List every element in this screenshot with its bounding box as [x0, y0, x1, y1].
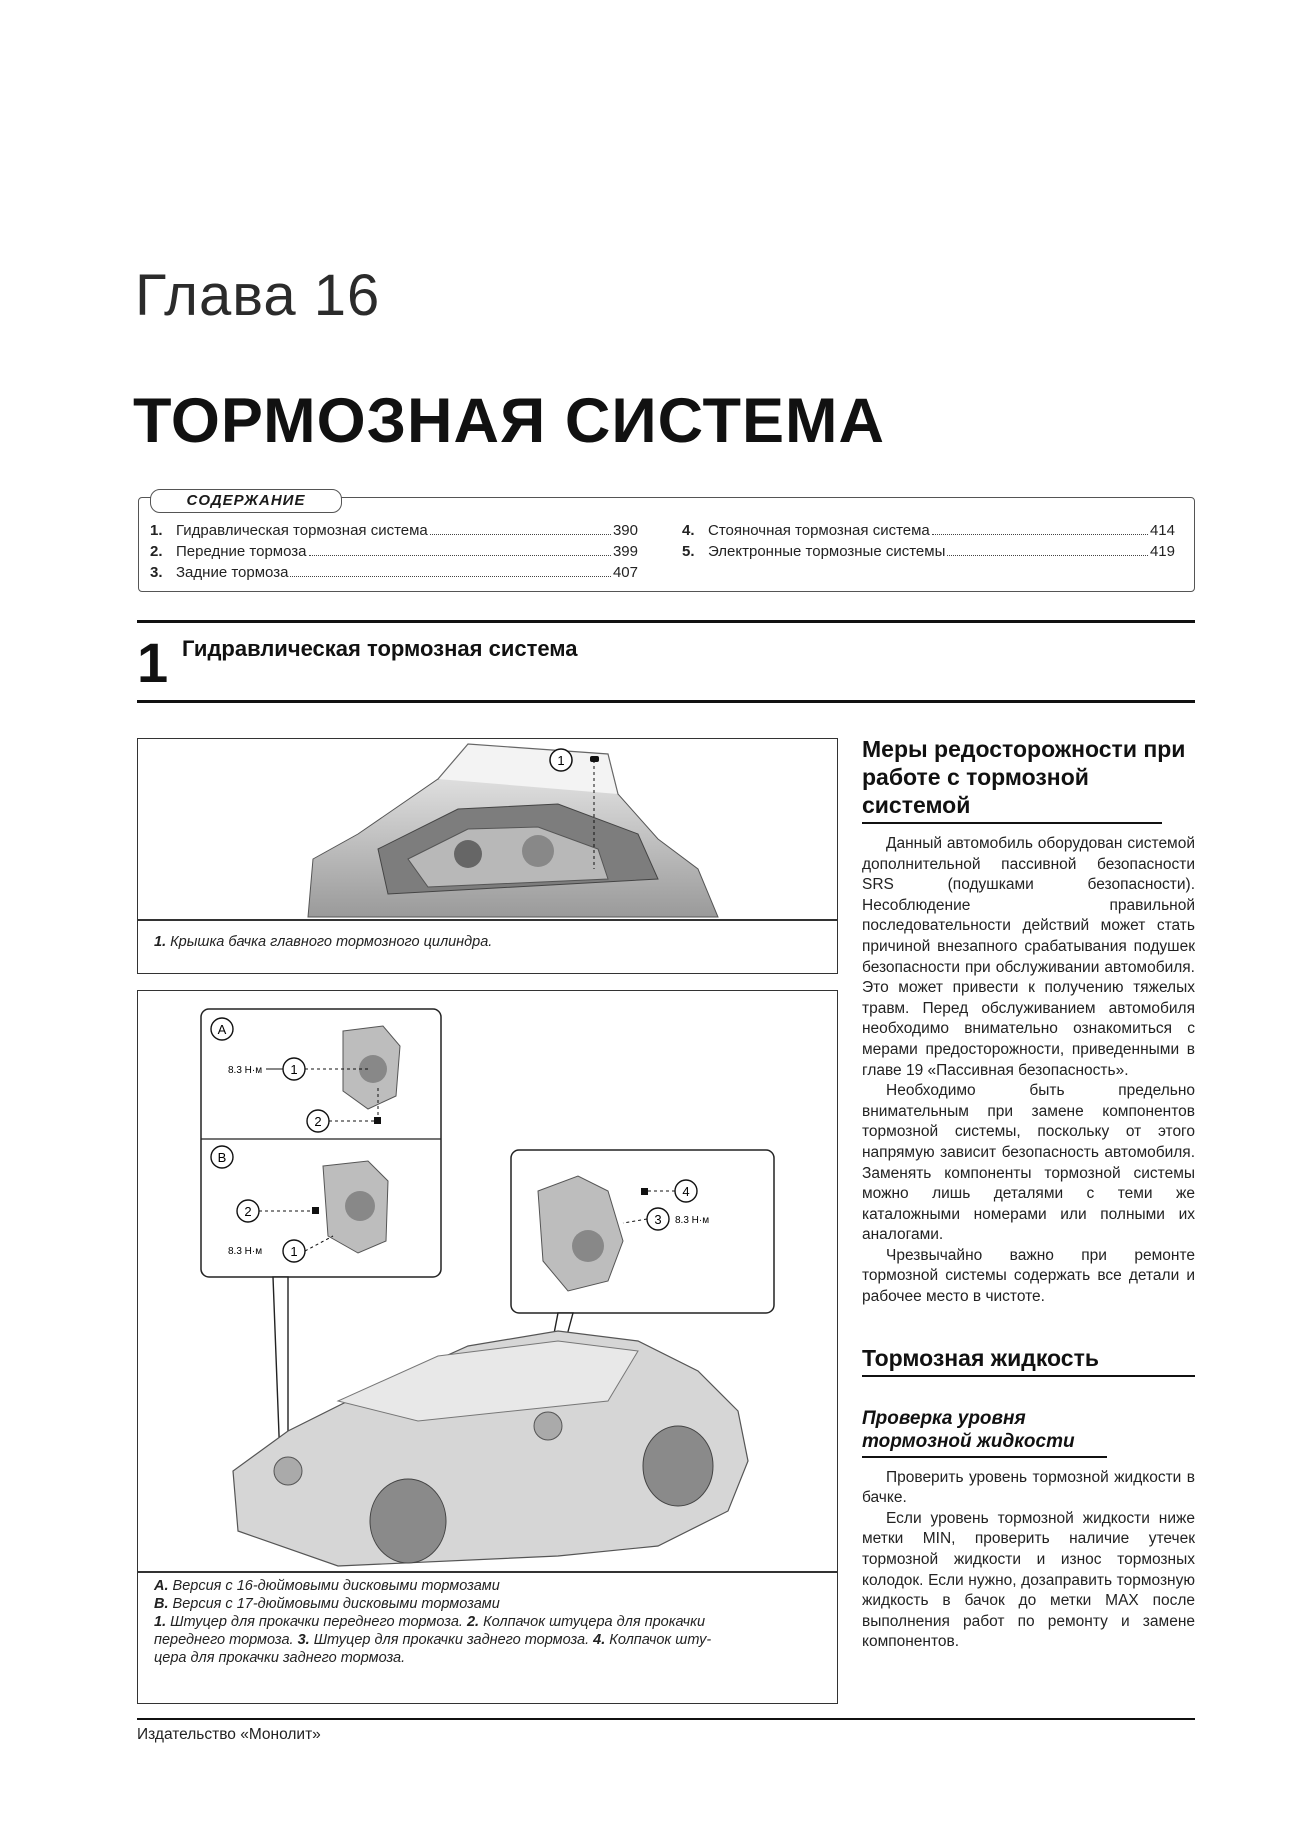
paragraph-srs: Данный автомобиль оборудован системой дополнительной пассивной безопасности SRS (подушками безопасности). Несоблюдение правильной последовательности действий может стать причиной внезапного срабатывания подушек безопасности при обслуживании автомобиля. Это может привести к получению тяжелых травм. Перед обслуживанием автомобиля необходимо внимательно ознакомиться с мерами предосторожности, приведенными в главе 19 «Пассивная безопасность». — [862, 835, 1195, 1079]
figure2-caption — [154, 1577, 824, 1667]
toc-item-number: 5. — [682, 543, 695, 560]
toc-item-page: 419 — [1149, 543, 1175, 560]
callout-number: 1 — [557, 753, 565, 768]
toc-item-title: Гидравлическая тормозная система — [176, 522, 428, 539]
toc-leader-dots — [309, 555, 611, 556]
section-title: Гидравлическая тормозная система — [182, 636, 578, 661]
toc-item-2[interactable] — [150, 543, 638, 562]
callout-4: 4 — [682, 1184, 690, 1199]
paragraph-components: Необходимо быть предельно внимательным при замене компонентов тормозной системы, поскольку от этого напрямую зависит безопасность автомобиля. Заменять компоненты тормозной системы можно лишь деталями с теми же каталожными номерами или полными их аналогами. — [862, 1082, 1195, 1244]
caption-text: Крышка бачка главного тормозного цилиндра. — [170, 934, 493, 950]
engine-bay-illustration — [138, 739, 837, 919]
chapter-label: Глава 16 — [135, 263, 381, 328]
footer-rule — [137, 1718, 1195, 1720]
toc-item-1[interactable] — [150, 522, 638, 541]
rear-wheel-hub-icon — [534, 1412, 562, 1440]
toc-leader-dots — [932, 534, 1148, 535]
paragraph-min-level: Если уровень тормозной жидкости ниже метки MIN, проверить наличие утечек тормозной жидкости и износ тормозных колодок. Если нужно, дозаправить тормозную жидкость в бачок до метки MAX после выполнения работ по ремонту и замене компонентов. — [862, 1509, 1195, 1651]
caption-key: 3. — [297, 1632, 310, 1648]
toc-leader-dots — [947, 555, 1148, 556]
label-a: A — [217, 1022, 227, 1037]
figure-divider — [138, 919, 837, 921]
callout-1: 1 — [290, 1244, 298, 1259]
toc-item-number: 4. — [682, 522, 695, 539]
heading-underline — [862, 822, 1162, 824]
callout-3: 3 — [654, 1212, 662, 1227]
toc-leader-dots — [430, 534, 611, 535]
callout-1: 1 — [290, 1062, 298, 1077]
caption-key: A. — [154, 1578, 169, 1594]
toc-item-page: 407 — [612, 564, 638, 581]
section-number: 1 — [137, 631, 169, 694]
caption-text: Штуцер для прокачки переднего тормоза. — [170, 1614, 463, 1630]
caption-text: Штуцер для прокачки заднего тормоза. — [313, 1632, 590, 1648]
paragraph-cleanliness: Чрезвычайно важно при ремонте тормозной системы содержать все детали и рабочее место в чистоте. — [862, 1246, 1195, 1306]
heading-underline — [862, 1375, 1195, 1377]
heading-underline — [862, 1456, 1107, 1458]
heading-check-level: Проверка уровня тормозной жидкости — [862, 1407, 1075, 1452]
torque-label: 8.3 Н·м — [228, 1065, 263, 1076]
right-column — [862, 735, 1195, 1653]
figure1-caption — [154, 933, 492, 951]
caption-text: переднего тормоза. — [154, 1632, 294, 1648]
label-b: B — [217, 1150, 227, 1165]
toc-item-title: Электронные тормозные системы — [708, 543, 946, 560]
caption-text: Версия с 17-дюймовыми дисковыми тормозами — [172, 1596, 500, 1612]
torque-label: 8.3 Н·м — [228, 1246, 263, 1257]
caption-key: 2. — [466, 1614, 480, 1630]
figure-bleeder-locations — [137, 990, 838, 1704]
reservoir-cap-icon — [590, 756, 599, 762]
heading-brake-fluid: Тормозная жидкость — [862, 1344, 1099, 1371]
toc-heading: СОДЕРЖАНИЕ — [150, 489, 342, 513]
section-rule-top — [137, 620, 1195, 623]
heading-precautions: Меры редосторожности при работе с тормозной системой — [862, 736, 1186, 818]
toc-item-number: 2. — [150, 543, 163, 560]
publisher-footer: Издательство «Монолит» — [137, 1726, 321, 1743]
section-rule-bottom — [137, 700, 1195, 703]
toc-item-5[interactable] — [682, 543, 1175, 562]
toc-item-title: Передние тормоза — [176, 543, 307, 560]
caption-text: Колпачок шту- — [609, 1632, 712, 1648]
caption-key: 4. — [593, 1632, 606, 1648]
caption-key: B. — [154, 1596, 169, 1612]
brake-bleeder-illustration — [138, 991, 837, 1571]
toc-item-number: 3. — [150, 564, 163, 581]
toc-item-3[interactable] — [150, 564, 638, 583]
paragraph-check: Проверить уровень тормозной жидкости в бачке. — [862, 1468, 1195, 1507]
toc-item-4[interactable] — [682, 522, 1175, 541]
caption-text: цера для прокачки заднего тормоза. — [154, 1650, 406, 1666]
caption-text: Колпачок штуцера для прокачки — [483, 1614, 706, 1630]
chapter-title: ТОРМОЗНАЯ СИСТЕМА — [133, 386, 886, 456]
figure-divider — [138, 1571, 837, 1573]
toc-item-title: Задние тормоза — [176, 564, 289, 581]
toc-leader-dots — [290, 576, 611, 577]
caption-key: 1. — [154, 1614, 167, 1630]
toc-item-page: 390 — [612, 522, 638, 539]
callout-2: 2 — [244, 1204, 252, 1219]
toc-item-page: 414 — [1149, 522, 1175, 539]
figure-hood-open — [137, 738, 838, 974]
caption-text: Версия с 16-дюймовыми дисковыми тормозами — [172, 1578, 500, 1594]
toc-item-page: 399 — [612, 543, 638, 560]
toc-item-title: Стояночная тормозная система — [708, 522, 930, 539]
caption-number: 1. — [154, 934, 167, 950]
front-wheel-hub-icon — [274, 1457, 302, 1485]
callout-2: 2 — [314, 1114, 322, 1129]
torque-label: 8.3 Н·м — [675, 1215, 710, 1226]
toc-item-number: 1. — [150, 522, 163, 539]
